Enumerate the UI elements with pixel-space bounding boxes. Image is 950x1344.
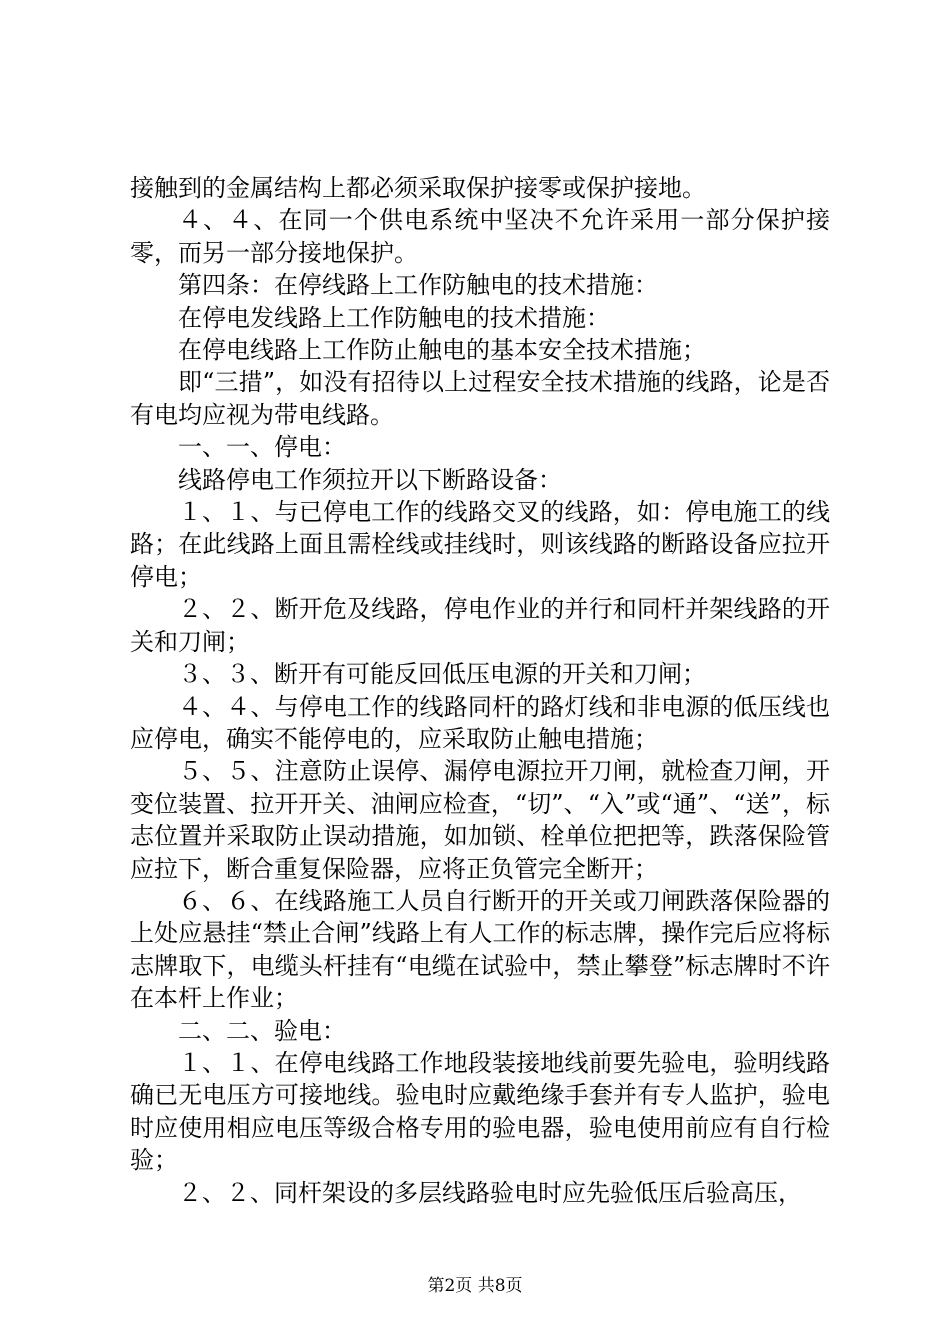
paragraph-4: 在停电发线路上工作防触电的技术措施： [178,303,610,332]
list-item-8: ２、２、同杆架设的多层线路验电时应先验低压后验高压， [178,1178,802,1207]
list-item-2: ２、２、断开危及线路，停电作业的并行和同杆并架线路的开关和刀闸； [130,595,830,656]
paragraph-6: 即“三措”，如没有招待以上过程安全技术措施的线路，论是否有电均应视为带电线路。 [130,368,830,429]
list-item-1: １、１、与已停电工作的线路交叉的线路，如：停电施工的线路；在此线路上面且需栓线或挂线时，则该线路的断路设备应拉开停电； [130,498,830,591]
paragraph-1: 接触到的金属结构上都必须采取保护接零或保护接地。 [130,174,706,202]
page-number-label: 第2页 共8页 [427,1276,523,1296]
section-heading-voltage-test: 二、二、验电： [178,1016,346,1045]
list-item-7: １、１、在停电线路工作地段装接地线前要先验电，验明线路确已无电压方可接地线。验电时应戴绝缘手套并有专人监护，验电时应使用相应电压等级合格专用的验电器，验电使用前应有自行检验； [130,1048,830,1175]
list-item-4: ４、４、与停电工作的线路同杆的路灯线和非电源的低压线也应停电，确实不能停电的，应采取防止触电措施； [130,692,830,753]
paragraph-5: 在停电线路上工作防止触电的基本安全技术措施； [178,336,706,365]
paragraph-3: 第四条：在停线路上工作防触电的技术措施： [178,271,658,300]
paragraph-2: ４、４、在同一个供电系统中坚决不允许采用一部分保护接零，而另一部分接地保护。 [130,206,830,267]
section-heading-power-off: 一、一、停电： [178,433,346,462]
list-item-5: ５、５、注意防止误停、漏停电源拉开刀闸，就检查刀闸，开变位装置、拉开开关、油闸应检查，“切”、“入”或“通”、“送”，标志位置并采取防止误动措施，如加锁、栓单位把把等，跌落保险管应拉下，断合重复保险器，应将正负管完全断开； [130,757,830,883]
document-body [130,172,830,1209]
list-item-3: ３、３、断开有可能反回低压电源的开关和刀闸； [178,660,706,689]
page-footer [0,1275,950,1297]
paragraph-8: 线路停电工作须拉开以下断路设备： [178,465,562,494]
list-item-6: ６、６、在线路施工人员自行断开的开关或刀闸跌落保险器的上处应悬挂“禁止合闸”线路上有人工作的标志牌，操作完后应将标志牌取下，电缆头杆挂有“电缆在试验中，禁止攀登”标志牌时不许在本杆上作业； [130,886,830,1013]
